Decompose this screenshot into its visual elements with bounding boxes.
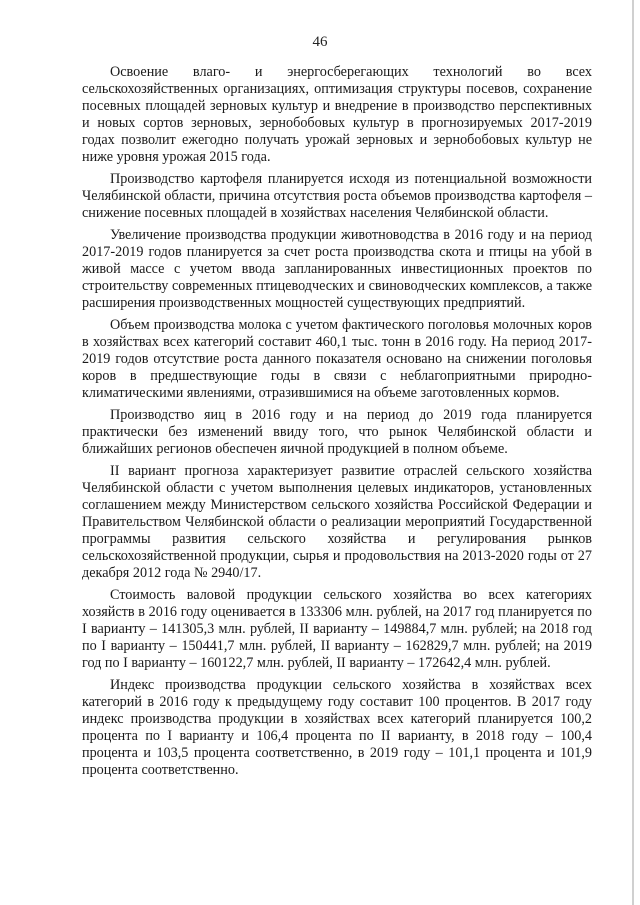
page-number: 46	[312, 34, 328, 50]
paragraph-production-index: Индекс производства продукции сельского хозяйства в хозяйствах всех категорий в 2016 году к предыдущему году составит 100 процентов. В 2017 году индекс производства продукции в хозяйствах всех категорий планируется 100,2 процента по I варианту и 106,4 процента по II варианту, в 2018 году – 100,4 процента и 103,5 процента соответственно, в 2019 году – 101,1 процента и 101,9 процента соответственно.	[82, 677, 592, 778]
paragraph-milk: Объем производства молока с учетом фактического поголовья молочных коров в хозяйствах всех категорий составит 460,1 тыс. тонн в 2016 году. На период 2017-2019 годов отсутствие роста данного показателя основано на снижении поголовья коров в предшествующие годы в связи с неблагоприятными природно-климатическими явлениями, отразившимися на объеме заготовленных кормов.	[82, 317, 592, 401]
paragraph-grain: Освоение влаго- и энергосберегающих технологий во всех сельскохозяйственных организациях, оптимизация структуры посевов, сохранение посевных площадей зерновых культур и внедрение в производство перспективных и новых сортов зерновых, зернобобовых культур в прогнозируемых 2017-2019 годах позволит ежегодно получать урожай зерновых и зернобобовых культур не ниже уровня урожая 2015 года.	[82, 64, 592, 165]
paragraph-gross-output: Стоимость валовой продукции сельского хозяйства во всех категориях хозяйств в 2016 году оценивается в 133306 млн. рублей, на 2017 год планируется по I варианту – 141305,3 млн. рублей, II варианту – 149884,7 млн. рублей; на 2018 год по I варианту – 150441,7 млн. рублей, II варианту – 162829,7 млн. рублей; на 2019 год по I варианту – 160122,7 млн. рублей, II варианту – 172642,4 млн. рублей.	[82, 587, 592, 671]
paragraph-variant-ii: II вариант прогноза характеризует развитие отраслей сельского хозяйства Челябинской области с учетом выполнения целевых индикаторов, установленных соглашением между Министерством сельского хозяйства Российской Федерации и Правительством Челябинской области о реализации мероприятий Государственной программы развития сельского хозяйства и регулирования рынков сельскохозяйственной продукции, сырья и продовольствия на 2013-2020 годы от 27 декабря 2012 года № 2940/17.	[82, 463, 592, 581]
paragraph-eggs: Производство яиц в 2016 году и на период до 2019 года планируется практически без изменений ввиду того, что рынок Челябинской области и ближайших регионов обеспечен яичной продукцией в полном объеме.	[82, 407, 592, 457]
document-body	[82, 64, 592, 784]
scan-edge	[632, 0, 634, 905]
paragraph-potato: Производство картофеля планируется исходя из потенциальной возможности Челябинской области, причина отсутствия роста объемов производства картофеля – снижение посевных площадей в хозяйствах населения Челябинской области.	[82, 171, 592, 221]
paragraph-livestock: Увеличение производства продукции животноводства в 2016 году и на период 2017-2019 годов планируется за счет роста производства скота и птицы на убой в живой массе с учетом ввода запланированных инвестиционных проектов по строительству современных птицеводческих и свиноводческих комплексов, а также расширения производственных мощностей существующих предприятий.	[82, 227, 592, 311]
